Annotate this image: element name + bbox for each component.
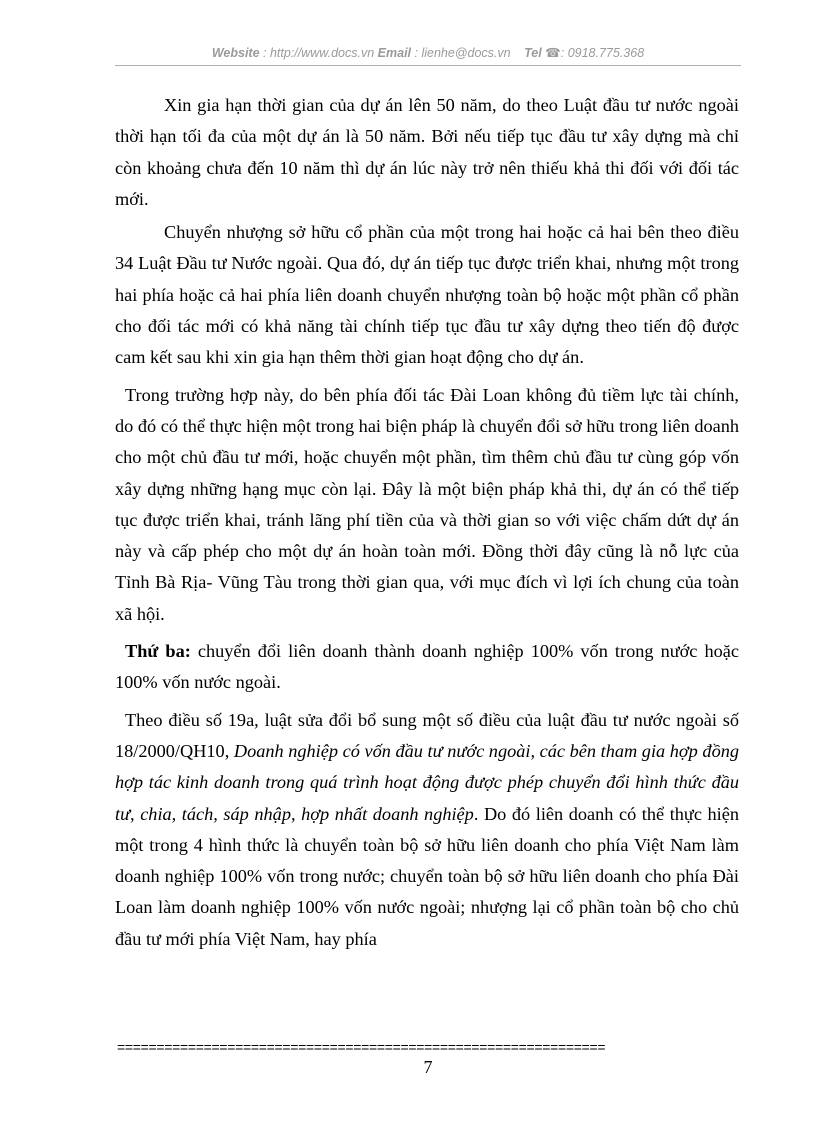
third-option-lead: Thứ ba: xyxy=(125,641,191,662)
paragraph-extend-term: Xin gia hạn thời gian của dự án lên 50 năm, do theo Luật đầu tư nước ngoài thời hạn tối đa của một dự án là 50 năm. Bởi nếu tiếp tục đầu tư xây dựng mà chỉ còn khoảng chưa đến 10 năm thì dự án lúc này trở nên thiếu khả thi đối với đối tác mới. xyxy=(115,95,739,209)
article-19a-intro: Theo điều số 19a, luật sửa đổi bổ sung một số điều của luật đầu tư nước ngoài số 18/2000/QH10, xyxy=(115,709,739,761)
website-label: Website xyxy=(211,46,260,60)
header-divider xyxy=(115,65,741,66)
article-19a-quote: Doanh nghiệp có vốn đầu tư nước ngoài, các bên tham gia hợp đồng hợp tác kinh doanh trong quá trình hoạt động được phép chuyển đổi hình thức đầu tư, chia, tách, sáp nhập, hợp nhất doanh nghiệp xyxy=(115,740,739,824)
email-label: Email xyxy=(377,46,412,60)
tel-label: Tel xyxy=(524,46,542,60)
document-body xyxy=(115,90,739,955)
tel-value: ☎: 0918.775.368 xyxy=(545,46,645,60)
paragraph-article-19a xyxy=(115,705,739,955)
page-header xyxy=(115,45,741,60)
page-number: 7 xyxy=(423,1057,433,1077)
website-link[interactable]: : http://www.docs.vn xyxy=(263,46,375,60)
paragraph-taiwan-partner: Trong trường hợp này, do bên phía đối tác Đài Loan không đủ tiềm lực tài chính, do đó có thể thực hiện một trong hai biện pháp là chuyển đổi sở hữu trong liên doanh cho một chủ đầu tư mới, hoặc chuyển một phần, tìm thêm chủ đầu tư cùng góp vốn xây dựng những hạng mục còn lại. Đây là một biện pháp khả thi, dự án có thể tiếp tục được triển khai, tránh lãng phí tiền của và thời gian so với việc chấm dứt dự án này và cấp phép cho một dự án hoàn toàn mới. Đồng thời đây cũng là nỗ lực của Tỉnh Bà Rịa- Vũng Tàu trong thời gian qua, với mục đích vì lợi ích chung của toàn xã hội. xyxy=(115,384,739,624)
footer-separator: ============================================================== xyxy=(117,1040,606,1054)
email-link[interactable]: : lienhe@docs.vn xyxy=(414,46,511,60)
third-option-text: chuyển đổi liên doanh thành doanh nghiệp 100% vốn trong nước hoặc 100% vốn nước ngoài. xyxy=(115,641,739,693)
article-19a-conclusion: . Do đó liên doanh có thể thực hiện một trong 4 hình thức là chuyển toàn bộ sở hữu liên doanh cho phía Việt Nam làm doanh nghiệp 100% vốn trong nước; chuyển toàn bộ sở hữu liên doanh cho phía Đài Loan làm doanh nghiệp 100% vốn nước ngoài; nhượng lại cổ phần toàn bộ cho chủ đầu tư mới phía Việt Nam, hay phía xyxy=(115,803,739,949)
paragraph-third-option xyxy=(115,636,739,699)
paragraph-transfer-shares: Chuyển nhượng sở hữu cổ phần của một trong hai hoặc cả hai bên theo điều 34 Luật Đầu tư Nước ngoài. Qua đó, dự án tiếp tục được triển khai, nhưng một trong hai phía hoặc cả hai phía liên doanh chuyển nhượng toàn bộ hoặc một phần cổ phần cho đối tác mới có khả năng tài chính tiếp tục đầu tư xây dựng theo tiến độ được cam kết sau khi xin gia hạn thêm thời gian hoạt động cho dự án. xyxy=(115,222,739,368)
